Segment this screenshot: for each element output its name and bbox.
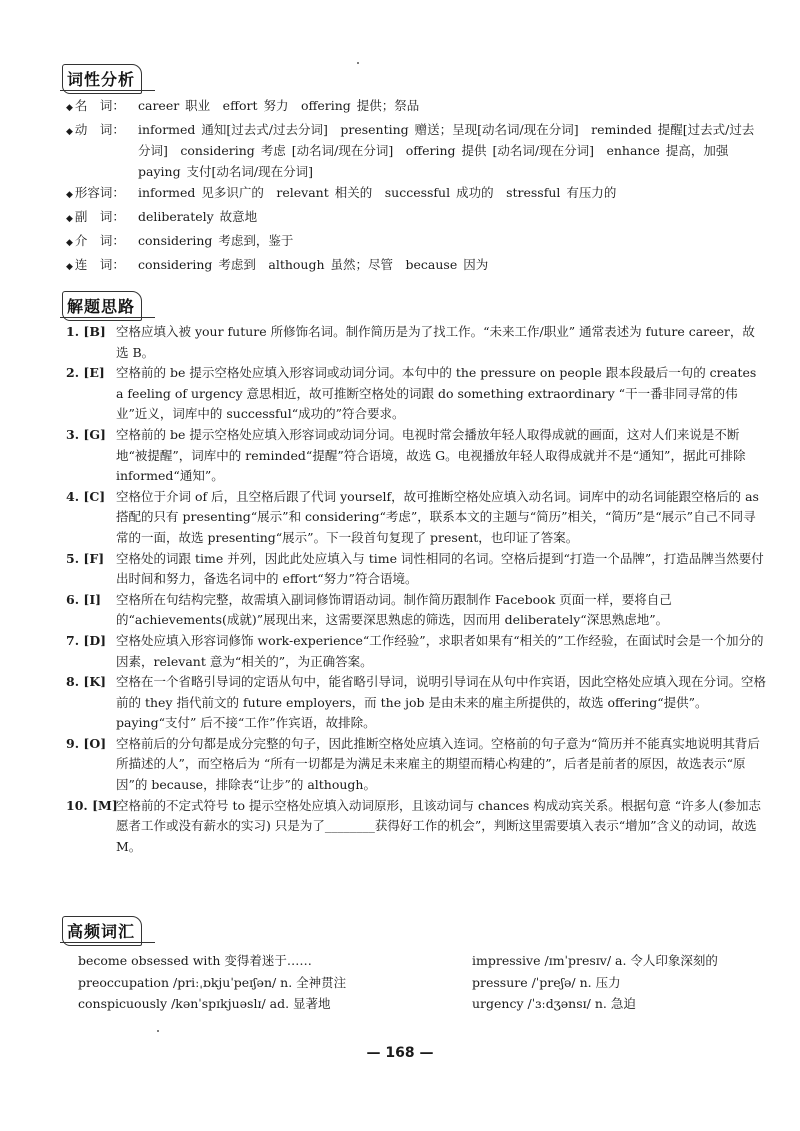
explanation-item	[66, 322, 766, 363]
pos-text: informed 见多识广的 relevant 相关的 successful 成功的 stressful 有压力的	[138, 185, 617, 200]
explanation-text: 空格前后的分句都是成分完整的句子，因此推断空格处应填入连词。空格前的句子意为“简历并不能真实地说明其背后所描述的人”，而空格后为 “所有一切都是为满足未来雇主的期望而精心构建的”，后者是前者的原因，故选表示“原因”的 because，排除表“让步”的 although。	[116, 735, 760, 793]
explanation-text: 空格前的 be 提示空格处应填入形容词或动词分词。本句中的 the pressure on people 跟本段最后一句的 creates a feeling of urgency 意思相近，故可推断空格处的词跟 do something extraordinary “干一番非同寻常的伟业”近义，词库中的 successful“成功的”符合要求。	[116, 365, 757, 422]
heading-underline	[60, 90, 155, 91]
explanation-text: 空格所在句结构完整，故需填入副词修饰谓语动词。制作简历跟制作 Facebook 页面一样，要将自己的“achievements(成就)”展现出来，这需要深思熟虑的筛选，因而用 deliberately“深思熟虑地”。	[116, 591, 672, 628]
pos-row-adjective	[66, 182, 766, 206]
vocab-heading: 高频词汇	[62, 916, 142, 946]
heading-underline	[60, 942, 155, 943]
explanation-item	[66, 549, 766, 590]
diamond-bullet-icon: ◆	[66, 262, 73, 272]
page-number: — 168 —	[366, 1045, 434, 1061]
vocab-item: urgency /ˈɜːdʒənsɪ/ n. 急迫	[472, 996, 636, 1011]
explanation-text: 空格位于介词 of 后，且空格后跟了代词 yourself，故可推断空格处应填入动名词。词库中的动名词能跟空格后的 as 搭配的只有 presenting“展示”和 considering“考虑”，联系本文的主题与“简历”相关，“简历”是“展示”自己不同寻常的一面，故选 presenting“展示”。下一段首句复现了 present，也印证了答案。	[116, 488, 759, 545]
pos-label: 名 词：	[74, 98, 125, 113]
diamond-bullet-icon: ◆	[66, 103, 73, 113]
explanation-item	[66, 796, 766, 858]
pos-row-noun	[66, 95, 766, 119]
scan-speck	[357, 62, 359, 64]
pos-text: deliberately 故意地	[138, 209, 258, 224]
vocab-item: conspicuously /kənˈspɪkjuəslɪ/ ad. 显著地	[78, 996, 331, 1011]
answer-number: 7. [D]	[66, 632, 107, 648]
explanation-text: 空格前的不定式符号 to 提示空格处应填入动词原形，且该动词与 chances 构成动宾关系。根据句意 “许多人(参加志愿者工作或没有薪水的实习) 只是为了________获得好工作的机会”，判断这里需要填入表示“增加”含义的动词，故选 M。	[116, 797, 762, 854]
diamond-bullet-icon: ◆	[66, 238, 73, 248]
pos-text: informed 通知[过去式/过去分词] presenting 赠送；呈现[动名词/现在分词] reminded 提醒[过去式/过去分词] considering 考虑 [动名词/现在分词] offering 提供 [动名词/现在分词] enhance 提高，加强 paying 支付[动名词/现在分词]	[138, 122, 755, 179]
pos-row-verb	[66, 119, 766, 182]
explanation-text: 空格处的词跟 time 并列，因此此处应填入与 time 词性相同的名词。空格后提到“打造一个品牌”，打造品牌当然要付出时间和努力，备选名词中的 effort“努力”符合语境。	[116, 550, 764, 587]
explanation-item	[66, 672, 766, 734]
explanation-item	[66, 734, 766, 796]
explanation-item	[66, 590, 766, 631]
vocab-item: become obsessed with 变得着迷于……	[78, 953, 312, 968]
explanation-text: 空格前的 be 提示空格处应填入形容词或动词分词。电视时常会播放年轻人取得成就的画面，这对人们来说是不断地“被提醒”，词库中的 reminded“提醒”符合语境，故选 G。电视播放年轻人取得成就并不是“通知”，据此可排除 informed“通知”。	[116, 426, 746, 484]
answer-number: 1. [B]	[66, 324, 106, 339]
pos-text: considering 考虑到，鉴于	[138, 233, 294, 248]
answer-number: 9. [O]	[66, 735, 107, 751]
scan-speck	[157, 1030, 159, 1032]
answer-number: 10. [M]	[66, 797, 118, 813]
answer-number: 2. [E]	[66, 365, 105, 381]
explanation-item	[66, 425, 766, 487]
explanation-text: 空格在一个省略引导词的定语从句中，能省略引导词，说明引导词在从句中作宾语，因此空格处应填入现在分词。空格前的 they 指代前文的 future employers，而 the job 是由未来的雇主所提供的，故选 offering“提供”。paying“支付” 后不接“工作”作宾语，故排除。	[116, 674, 767, 731]
pos-text: considering 考虑到 although 虽然；尽管 because 因为	[138, 257, 489, 272]
answer-number: 6. [I]	[66, 591, 102, 607]
pos-row-adverb	[66, 206, 766, 230]
vocab-item: impressive /ɪmˈpresɪv/ a. 令人印象深刻的	[472, 953, 718, 968]
pos-label: 动 词：	[74, 122, 125, 137]
pos-analysis-heading: 词性分析	[62, 64, 142, 94]
pos-label: 介 词：	[74, 233, 125, 248]
diamond-bullet-icon: ◆	[66, 190, 73, 200]
pos-row-conjunction	[66, 254, 766, 278]
heading-underline	[60, 317, 155, 318]
answer-number: 4. [C]	[66, 488, 106, 504]
vocab-column-right	[472, 950, 718, 1015]
pos-row-preposition	[66, 230, 766, 254]
explanation-text: 空格应填入被 your future 所修饰名词。制作简历是为了找工作。“未来工作/职业” 通常表述为 future career，故选 B。	[116, 324, 755, 360]
explanation-item	[66, 363, 766, 425]
diamond-bullet-icon: ◆	[66, 127, 73, 137]
pos-label: 副 词：	[74, 209, 125, 224]
solution-heading: 解题思路	[62, 291, 142, 321]
diamond-bullet-icon: ◆	[66, 214, 73, 224]
pos-label: 形容词：	[74, 185, 125, 200]
vocab-item: pressure /ˈpreʃə/ n. 压力	[472, 974, 621, 990]
answer-number: 5. [F]	[66, 550, 105, 566]
pos-text: career 职业 effort 努力 offering 提供；祭品	[138, 98, 420, 113]
explanation-text: 空格处应填入形容词修饰 work-experience“工作经验”，求职者如果有“相关的”工作经验，在面试时会是一个加分的因素，relevant 意为“相关的”，为正确答案。	[116, 632, 764, 669]
explanation-item	[66, 631, 766, 672]
vocab-column-left	[78, 950, 346, 1015]
answer-number: 3. [G]	[66, 426, 106, 442]
explanation-list	[66, 322, 766, 857]
answer-number: 8. [K]	[66, 674, 107, 690]
pos-analysis-list	[66, 95, 766, 278]
vocab-item: preoccupation /priːˌɒkjuˈpeɪʃən/ n. 全神贯注	[78, 974, 347, 990]
explanation-item	[66, 487, 766, 549]
pos-label: 连 词：	[74, 257, 125, 272]
